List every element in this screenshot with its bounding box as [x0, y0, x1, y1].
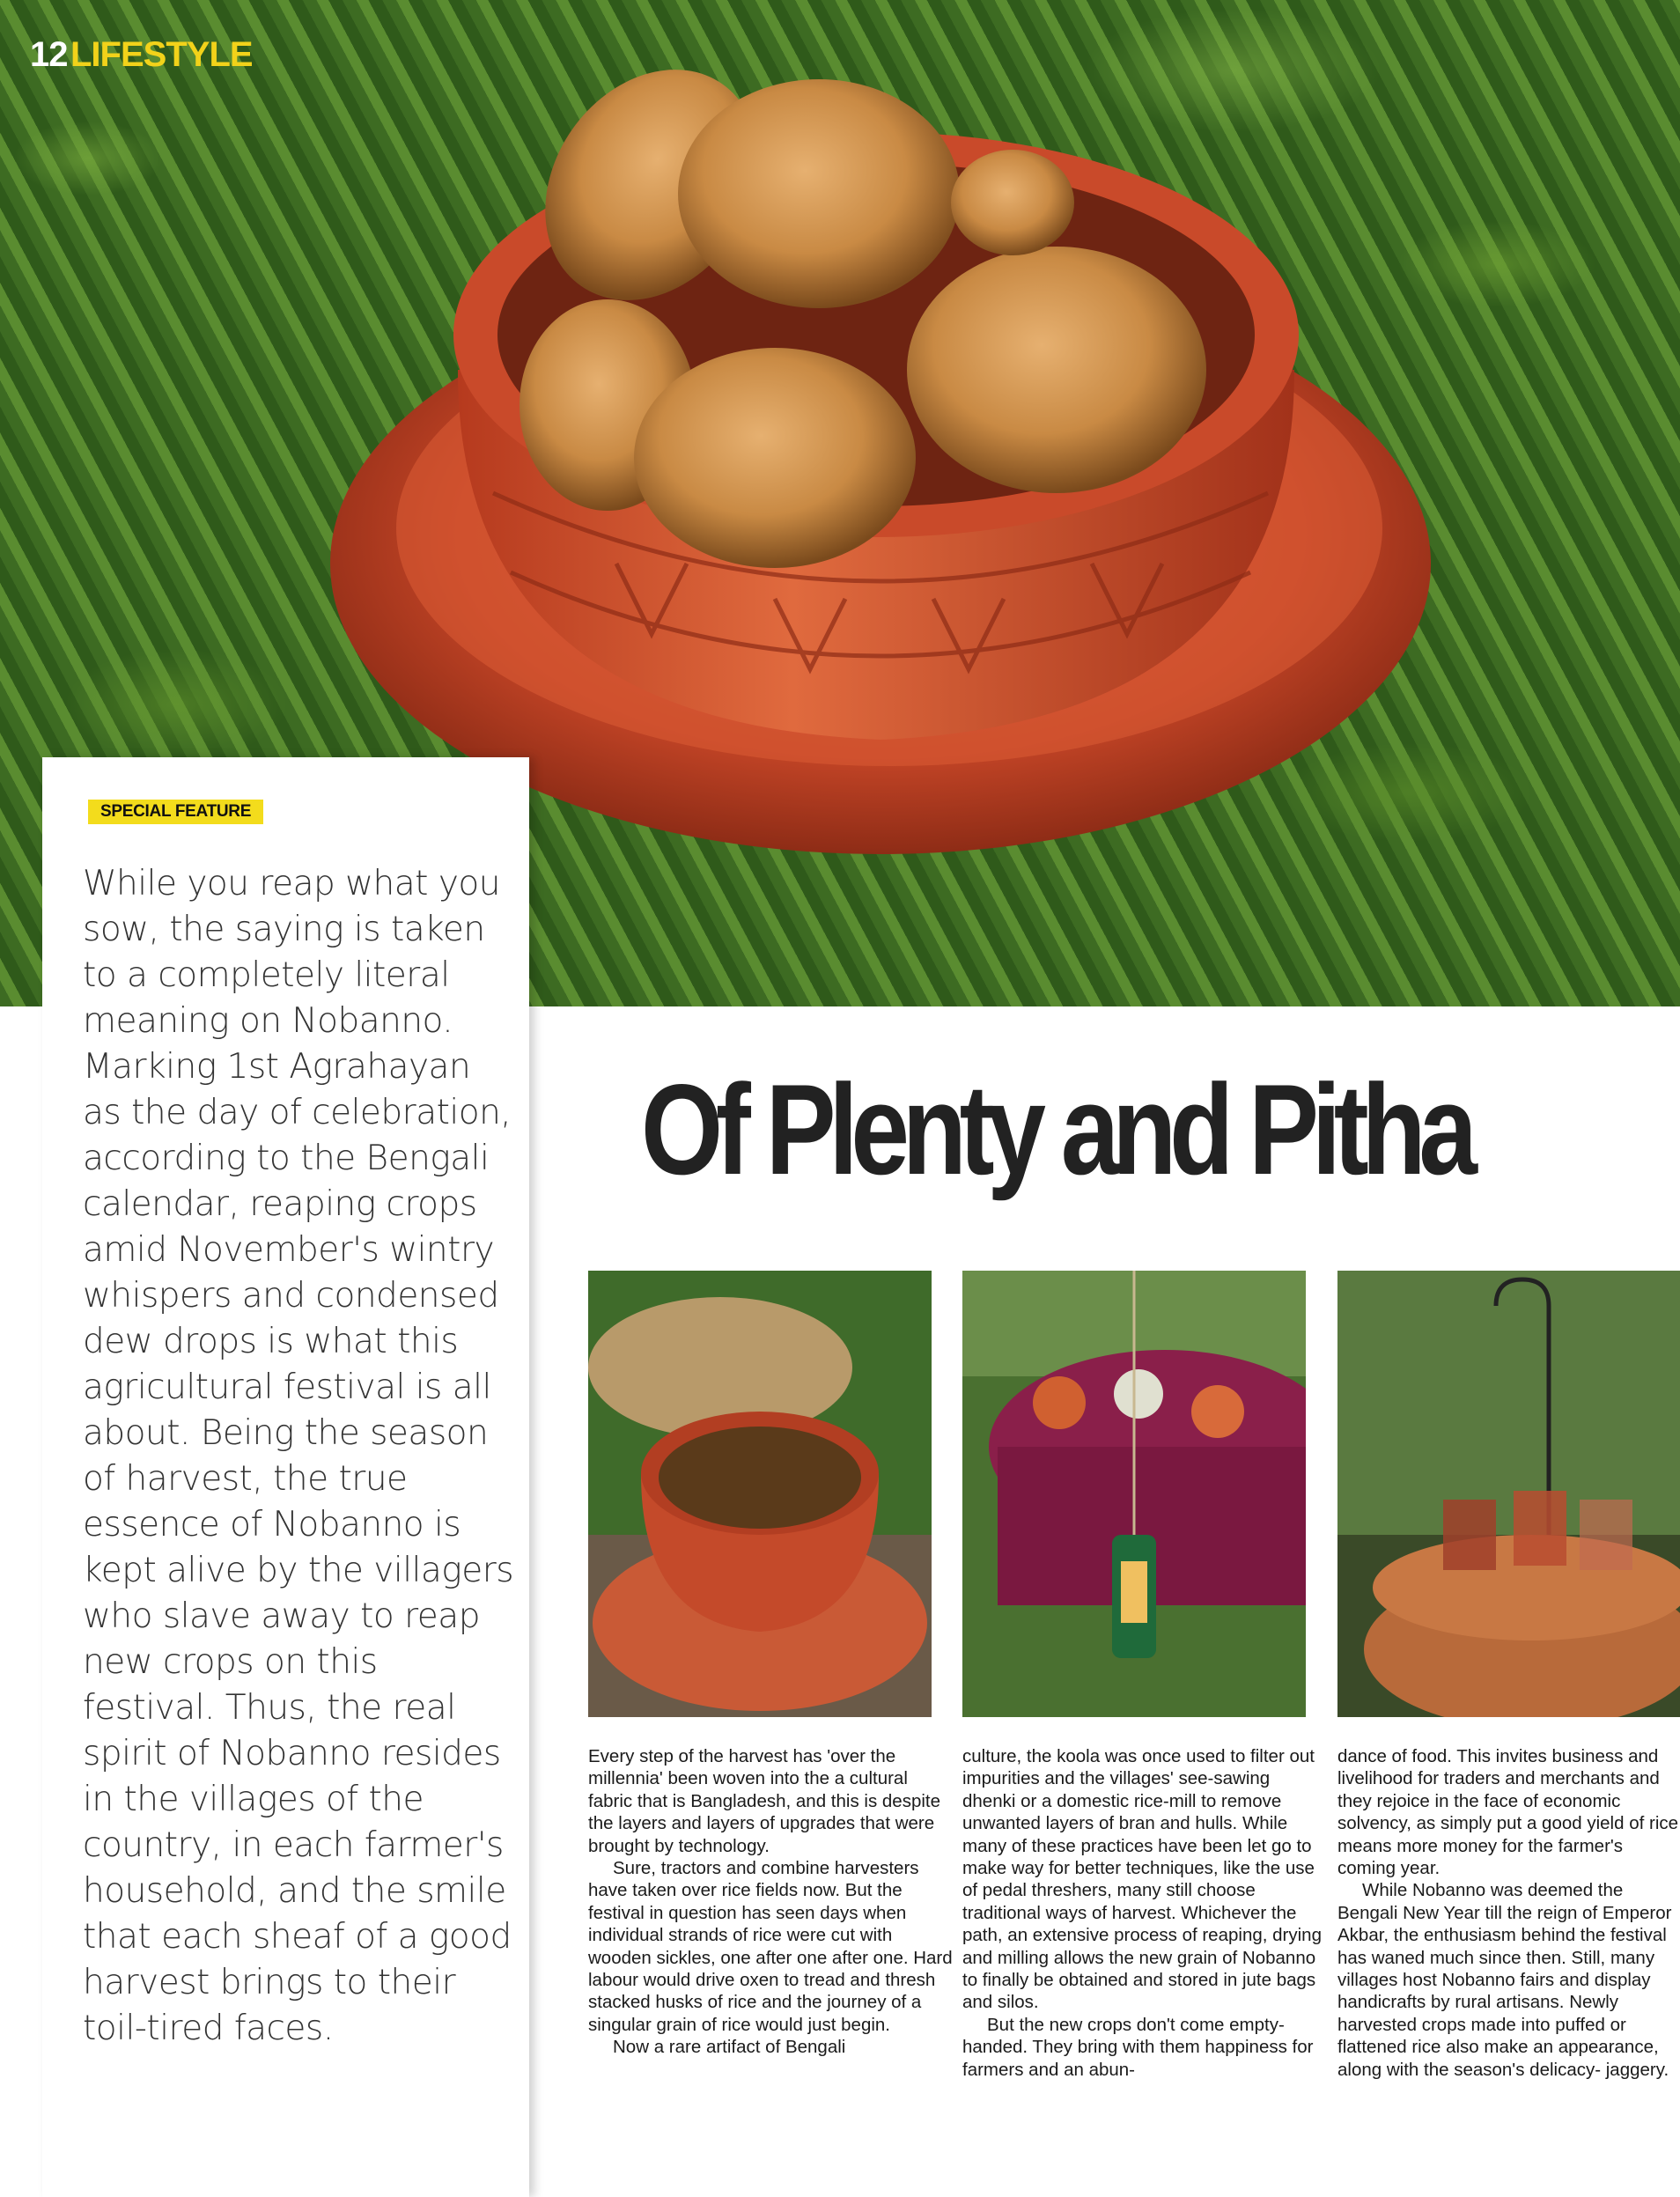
- body-column-2: [962, 1745, 1328, 2081]
- paragraph: dance of food. This invites business and livelihood for traders and merchants and they rejoice in the face of economic solvency, as simply put a good yield of rice means more money for the farmer's coming year.: [1337, 1746, 1679, 1879]
- special-feature-tag: SPECIAL FEATURE: [88, 800, 263, 824]
- tea-glasses-photo: [1337, 1271, 1680, 1717]
- intro-text: While you reap what you sow, the saying is taken to a completely literal meaning on Nobanno. Marking 1st Agrahayan as the day of celebration, according to the Bengali calendar, reaping crops amid November's wintry whispers and condensed dew drops is what this agricultural festival is all about. Being the season of harvest, the true essence of Nobanno is kept alive by the villagers who slave away to reap new crops on this festival. Thus, the real spirit of Nobanno resides in the villages of the country, in each farmer's household, and the smile that each sheaf of a good harvest brings to their toil-tired faces.: [83, 864, 514, 2048]
- paragraph: Every step of the harvest has 'over the millennia' been woven into the a cultural fabric that is Bangladesh, and this is despite the layers and layers of upgrades that were brought by technology.: [588, 1746, 940, 1856]
- paragraph: But the new crops don't come empty-handed. They bring with them happiness for farmers and an abun-: [962, 2014, 1314, 2080]
- intro-sidebar: [42, 757, 529, 2197]
- bowl-of-curry-photo: [588, 1271, 932, 1717]
- paragraph: culture, the koola was once used to filter out impurities and the villages' see-sawing dhenki or a domestic rice-mill to remove unwanted layers of bran and hulls. While many of these practices have been let go to make way for better techniques, like the use of pedal threshers, many still choose traditional ways of harvest. Whichever the path, an extensive process of reaping, drying and milling allows the new grain of Nobanno to finally be obtained and stored in jute bags and silos.: [962, 1746, 1322, 2013]
- paragraph: Now a rare artifact of Bengali: [613, 2037, 846, 2058]
- body-column-3: [1337, 1745, 1680, 2081]
- lantern-and-table-photo: [962, 1271, 1306, 1717]
- body-column-1: [588, 1745, 954, 2059]
- paragraph: While Nobanno was deemed the Bengali New Year till the reign of Emperor Akbar, the enthusiasm behind the festival has waned much since then. Still, many villages host Nobanno fairs and display handicrafts by rural artisans. Newly harvested crops made into puffed or flattened rice also make an appearance, along with the season's delicacy- jaggery.: [1337, 1880, 1672, 2080]
- paragraph: Sure, tractors and combine harvesters have taken over rice fields now. But the festival in question has seen days when individual strands of rice were cut with wooden sickles, one after one after one. Hard labour would drive oxen to tread and thresh stacked husks of rice and the journey of a singular grain of rice would just begin.: [588, 1858, 953, 2035]
- headline: Of Plenty and Pitha: [641, 1058, 1470, 1201]
- section-name: LIFESTYLE: [70, 35, 253, 74]
- page-number: 12: [30, 35, 68, 74]
